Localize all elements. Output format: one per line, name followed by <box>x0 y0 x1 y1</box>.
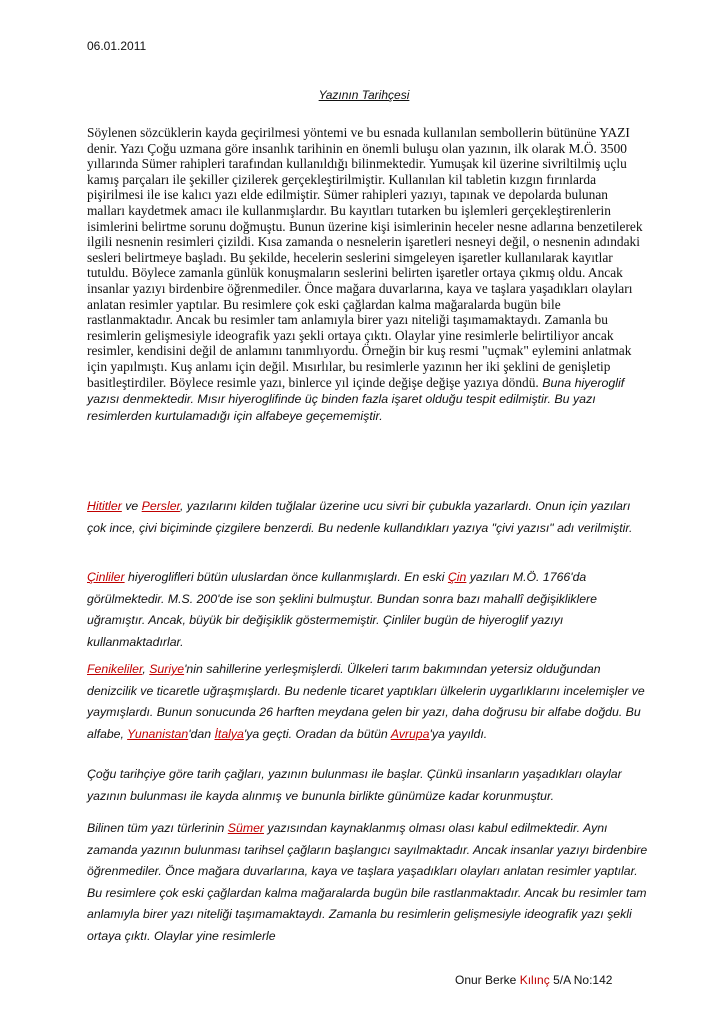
paragraph-sumer <box>87 818 652 948</box>
text-run: ve <box>121 499 142 513</box>
paragraph-intro <box>87 125 647 424</box>
text-run: Bilinen tüm yazı türlerinin <box>87 821 228 835</box>
paragraph-intro-text: Söylenen sözcüklerin kayda geçirilmesi yöntemi ve bu esnada kullanılan sembollerin bütününe YAZI denir. Yazı Çoğu uzmana göre insanlık tarihinin en önemli buluşu olan yazının, ilk olarak M.Ö. 3500 yıllarında Sümer rahipleri tarafından kullanıldığı bilinmektedir. Yumuşak kil üzerine sivriltilmiş uçlu kamış parçaları ile şekiller çizilerek gerçekleştirilmiştir. Kullanılan kil tabletin kızgın fırınlarda pişirilmesi ile ise kalıcı yazı elde edilmiştir. Sümer rahipleri yazıyı, tapınak ve depolarda bulunan malları kaydetmek amacı ile kullanmışlardır. Bu kayıtları tutarken bu işlemleri gerçekleştirenlerin isimlerini belirtme sorunu doğmuştu. Bunun üzerine kişi isimlerinin heceler nesne adlarına benzetilerek ilgili nesnenin resimleri çizildi. Kısa zamanda o nesnelerin işaretleri nesneyi değil, o nesnenin adındaki sesleri belirtmeye başladı. Bu şekilde, hecelerin seslerini simgeleyen işaretler kullanılarak kayıtlar tutuldu. Böylece zamanla günlük konuşmaların seslerini belirten işaretler ortaya çıkmış oldu. Ancak insanlar yazıyı birdenbire öğrenmediler. Önce mağara duvarlarına, kaya ve taşlara yaşadıkları olayları anlatan resimler yaptılar. Bu resimlere çok eski çağlardan kalma mağaralarda bugün bile rastlanmaktadır. Ancak bu resimler tam anlamıyla birer yazı niteliği taşımamaktaydı. Zamanla bu resimlerin gelişmesiyle ideografik yazı şekli ortaya çıktı. Olaylar yine resimlerle belirtiliyor ancak resimler, kendisini değil de anlamını tanımlıyordu. Örneğin bir kuş resmi "uçmak" eylemini anlatmak için yapılmıştı. Kuş anlamı için değil. Mısırlılar, bu resimlerle yazının her iki şeklini de genişletip basitleştirdiler. Böylece resimle yazı, binlerce yıl içinde değişe değişe yazıya döndü. <box>87 125 643 390</box>
link-persler[interactable]: Persler <box>141 499 180 513</box>
link-fenikeliler[interactable]: Fenikeliler <box>87 662 143 676</box>
text-run: , <box>142 662 150 676</box>
text-run: yazıları M.Ö. 1766'da görülmektedir. M.S. 200'de ise son şeklini bulmuştur. Bundan sonra bazı mahallî değişikliklere uğramıştır. Ancak, büyük bir değişiklik göstermemiştir. Çinliler bugün de hiyeroglif yazıyı kullanmaktadırlar. <box>87 570 597 649</box>
footer-surname: Kılınç <box>519 973 550 987</box>
link-hititler[interactable]: Hititler <box>87 499 122 513</box>
paragraph-history-ages: Çoğu tarihçiye göre tarih çağları, yazının bulunması ile başlar. Çünkü insanların yaşadıkları olaylar yazının bulunması ile kayda alınmış ve bununla birlikte günümüze kadar korunmuştur. <box>87 767 622 803</box>
text-run: yazısından kaynaklanmış olması olası kabul edilmektedir. Aynı zamanda yazının bulunması tarihsel çağların başlangıcı sayılmaktadır. Ancak insanlar yazıyı birdenbire öğrenmediler. Önce mağara duvarlarına, kaya ve taşlara yaşadıkları olayları anlatan resimler yaptılar. Bu resimlere çok eski çağlardan kalma mağaralarda bugün bile rastlanmaktadır. Ancak bu resimler tam anlamıyla birer yazı niteliği taşımamaktaydı. Zamanla bu resimlerin gelişmesiyle ideografik yazı şekli ortaya çıktı. Olaylar yine resimlerle <box>87 821 648 943</box>
text-run: , yazılarını kilden tuğlalar üzerine ucu sivri bir çubukla yazarlardı. Onun için yazıları çok ince, çivi biçiminde çizgilere benzerdi. Bu nedenle kullandıkları yazıya "çivi yazısı" adı verilmiştir. <box>87 499 633 535</box>
text-run: 'ya yayıldı. <box>429 726 488 741</box>
link-cin[interactable]: Çin <box>447 570 467 584</box>
link-yunanistan[interactable]: Yunanistan <box>127 726 189 741</box>
text-run: hiyeroglifleri bütün uluslardan önce kullanmışlardı. En eski <box>124 570 448 584</box>
footer-class: 5/A No:142 <box>553 973 613 987</box>
link-italya[interactable]: İtalya <box>214 726 244 741</box>
text-run: 'dan <box>188 726 215 741</box>
header-date: 06.01.2011 <box>87 39 147 53</box>
footer-author <box>455 973 612 987</box>
text-run: 'nin sahillerine yerleşmişlerdi. Ülkeleri tarım bakımından yetersiz olduğundan denizcilik ve ticaretle uğraşmışlardı. Bu nedenle ticaret yaptıkları ülkelerin uygarlıklarını incelemişler ve yaymışlardı. Bunun sonucunda 26 harften meydana gelen bir yazı, daha doğrusu bir alfabe doğdu. Bu alfabe, <box>87 662 645 741</box>
paragraph-phoenicians <box>87 659 652 745</box>
link-suriye[interactable]: Suriye <box>149 662 185 676</box>
paragraph-chinese <box>87 567 652 653</box>
link-cinliler[interactable]: Çinliler <box>87 570 125 584</box>
text-run: 'ya geçti. Oradan da bütün <box>243 726 391 741</box>
document-title: Yazının Tarihçesi <box>318 88 410 102</box>
link-avrupa[interactable]: Avrupa <box>390 726 430 741</box>
paragraph-intro-italic: Buna hiyeroglif yazısı denmektedir. Mısır hiyeroglifinde üç binden fazla işaret olduğu tespit edilmiştir. Bu yazı resimlerden kurtulamadığı için alfabeye geçememiştir. <box>87 375 625 423</box>
footer-name: Onur Berke <box>455 973 517 987</box>
paragraph-hittites <box>87 496 652 539</box>
link-sumer[interactable]: Sümer <box>227 821 265 835</box>
